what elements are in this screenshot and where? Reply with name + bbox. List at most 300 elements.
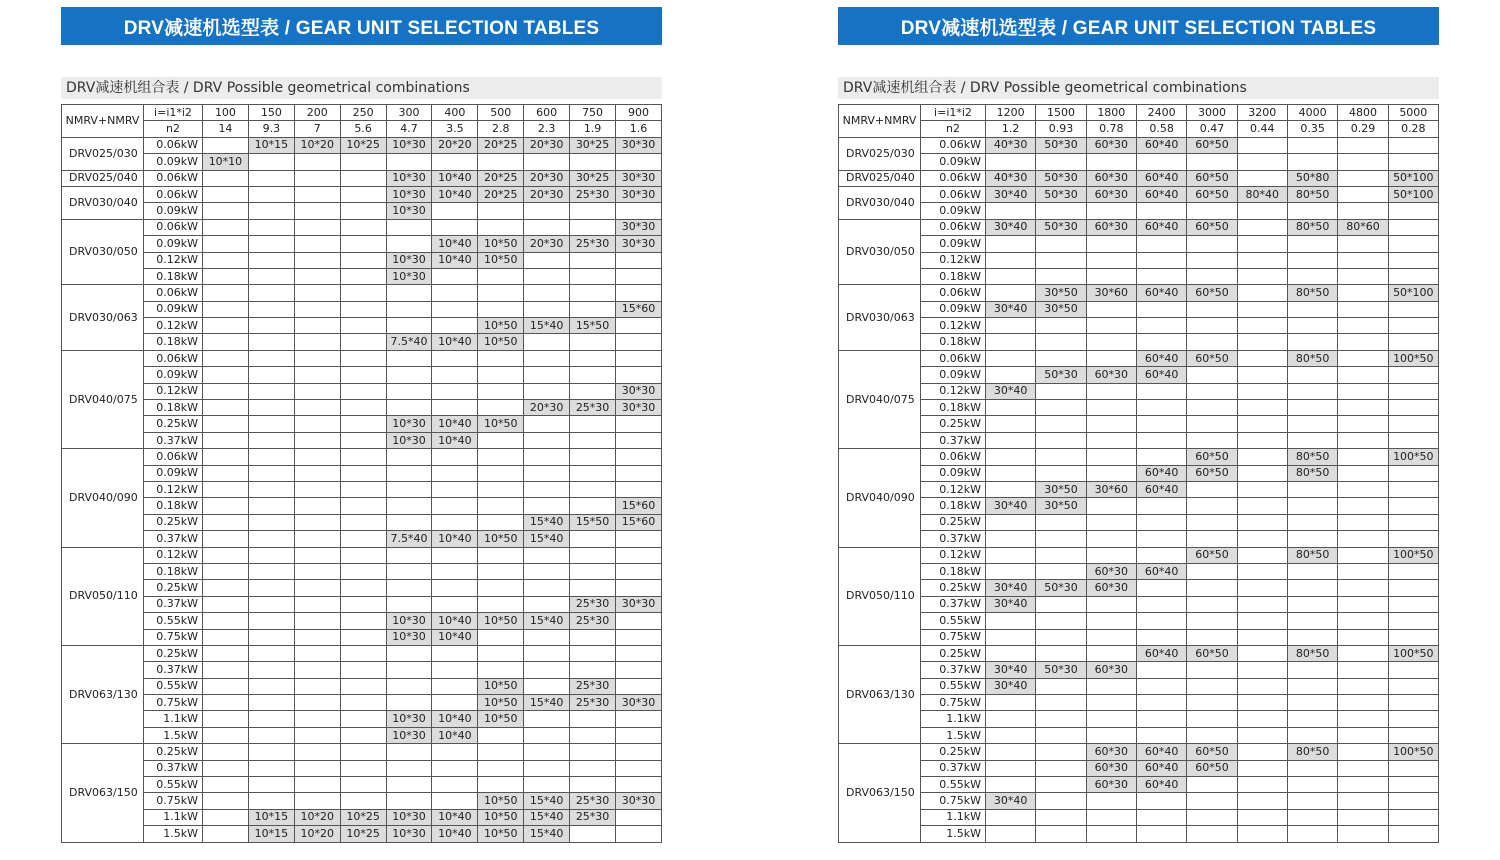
combination-cell xyxy=(616,252,662,268)
combination-cell xyxy=(340,531,386,547)
table-row xyxy=(62,465,662,481)
power-cell: 0.25kW xyxy=(921,744,986,760)
combination-cell xyxy=(1187,809,1237,825)
combination-cell xyxy=(386,285,432,301)
combination-cell xyxy=(1388,236,1438,252)
ratio-header: 900 xyxy=(616,105,662,121)
combination-cell xyxy=(524,367,570,383)
combination-cell: 10*30 xyxy=(386,809,432,825)
combination-cell xyxy=(524,777,570,793)
table-row xyxy=(62,777,662,793)
table-row xyxy=(839,760,1439,776)
combination-cell xyxy=(1338,760,1388,776)
combination-cell xyxy=(294,318,340,334)
combination-cell xyxy=(432,563,478,579)
combination-cell xyxy=(1036,678,1086,694)
combination-cell xyxy=(570,547,616,563)
n2-header: 4.7 xyxy=(386,121,432,137)
combination-cell xyxy=(478,383,524,399)
combination-cell xyxy=(1136,154,1186,170)
combination-cell: 50*30 xyxy=(1036,186,1086,202)
combination-cell xyxy=(340,236,386,252)
power-cell: 0.12kW xyxy=(144,318,203,334)
power-cell: 0.06kW xyxy=(921,137,986,153)
combination-cell xyxy=(203,285,249,301)
combination-cell xyxy=(203,531,249,547)
combination-cell xyxy=(203,350,249,366)
combination-cell xyxy=(1136,498,1186,514)
combination-cell xyxy=(294,662,340,678)
combination-cell: 10*40 xyxy=(432,252,478,268)
combination-cell xyxy=(616,826,662,842)
ratio-header: 2400 xyxy=(1136,105,1186,121)
combination-cell xyxy=(1136,580,1186,596)
ratio-header: 4000 xyxy=(1287,105,1337,121)
combination-cell xyxy=(1338,334,1388,350)
power-cell: 0.55kW xyxy=(921,678,986,694)
combination-cell xyxy=(1086,350,1136,366)
combination-cell xyxy=(1086,547,1136,563)
combination-cell xyxy=(1086,809,1136,825)
power-cell: 0.09kW xyxy=(921,236,986,252)
combination-cell xyxy=(1187,629,1237,645)
combination-cell xyxy=(1287,514,1337,530)
combination-cell xyxy=(524,449,570,465)
combination-cell xyxy=(986,547,1036,563)
combination-cell xyxy=(1036,809,1086,825)
combination-cell xyxy=(616,809,662,825)
table-row xyxy=(839,580,1439,596)
combination-cell: 10*40 xyxy=(432,236,478,252)
combination-cell xyxy=(1237,170,1287,186)
power-cell: 0.18kW xyxy=(921,400,986,416)
combination-cell xyxy=(340,727,386,743)
combination-cell: 50*30 xyxy=(1036,662,1086,678)
combination-cell xyxy=(570,465,616,481)
power-cell: 1.1kW xyxy=(144,809,203,825)
combination-cell: 60*50 xyxy=(1187,137,1237,153)
combination-cell xyxy=(1036,777,1086,793)
power-cell: 0.12kW xyxy=(921,481,986,497)
combination-cell xyxy=(1338,154,1388,170)
combination-cell xyxy=(294,301,340,317)
power-cell: 0.18kW xyxy=(921,268,986,284)
combination-cell xyxy=(524,481,570,497)
combination-cell xyxy=(203,400,249,416)
combination-cell xyxy=(1086,695,1136,711)
combination-cell: 10*40 xyxy=(432,170,478,186)
combination-cell xyxy=(1237,777,1287,793)
combination-cell: 10*30 xyxy=(386,629,432,645)
model-cell: DRV025/030 xyxy=(62,137,144,170)
combination-cell xyxy=(986,285,1036,301)
combination-cell: 10*20 xyxy=(294,809,340,825)
n2-header: 9.3 xyxy=(248,121,294,137)
combination-cell xyxy=(1136,318,1186,334)
combination-cell xyxy=(1338,186,1388,202)
combination-cell xyxy=(1237,563,1287,579)
combination-cell xyxy=(1237,350,1287,366)
combination-cell: 15*40 xyxy=(524,809,570,825)
combination-cell xyxy=(203,252,249,268)
combination-cell: 60*50 xyxy=(1187,645,1237,661)
combination-cell xyxy=(203,449,249,465)
combination-cell xyxy=(1338,432,1388,448)
table-row xyxy=(839,777,1439,793)
combination-cell: 60*40 xyxy=(1136,777,1186,793)
table-row xyxy=(62,154,662,170)
combination-cell xyxy=(524,645,570,661)
power-cell: 1.1kW xyxy=(144,711,203,727)
combination-cell: 15*40 xyxy=(524,318,570,334)
combination-cell xyxy=(248,449,294,465)
power-cell: 0.09kW xyxy=(144,367,203,383)
combination-cell: 15*40 xyxy=(524,514,570,530)
ratio-header: 500 xyxy=(478,105,524,121)
combination-cell xyxy=(1237,285,1287,301)
table-row xyxy=(839,170,1439,186)
combination-cell xyxy=(432,154,478,170)
table-row xyxy=(839,662,1439,678)
combination-cell xyxy=(1287,596,1337,612)
combination-cell xyxy=(340,678,386,694)
combination-cell xyxy=(294,678,340,694)
combination-cell xyxy=(340,318,386,334)
combination-cell xyxy=(1338,137,1388,153)
table-row xyxy=(62,318,662,334)
combination-cell xyxy=(386,219,432,235)
combination-cell xyxy=(1388,318,1438,334)
combination-cell: 10*30 xyxy=(386,416,432,432)
combination-cell xyxy=(1036,826,1086,842)
combination-cell xyxy=(1036,727,1086,743)
combination-cell xyxy=(1338,727,1388,743)
combination-cell xyxy=(1187,318,1237,334)
combination-cell xyxy=(1036,400,1086,416)
combination-cell: 10*50 xyxy=(478,793,524,809)
combination-cell xyxy=(340,760,386,776)
combination-cell xyxy=(1136,400,1186,416)
combination-cell xyxy=(340,481,386,497)
combination-cell xyxy=(386,154,432,170)
combination-cell xyxy=(524,350,570,366)
power-cell: 0.09kW xyxy=(144,154,203,170)
combination-cell xyxy=(986,809,1036,825)
combination-cell xyxy=(524,760,570,776)
combination-cell: 100*50 xyxy=(1388,645,1438,661)
combination-cell: 25*30 xyxy=(570,613,616,629)
combination-cell xyxy=(432,268,478,284)
combination-cell xyxy=(478,580,524,596)
combination-cell: 60*40 xyxy=(1136,170,1186,186)
combination-cell: 10*50 xyxy=(478,613,524,629)
combination-cell: 60*50 xyxy=(1187,285,1237,301)
power-cell: 0.12kW xyxy=(921,318,986,334)
ratio-header: 400 xyxy=(432,105,478,121)
combination-cell: 7.5*40 xyxy=(386,531,432,547)
combination-cell xyxy=(616,727,662,743)
combination-cell xyxy=(294,596,340,612)
combination-cell: 60*50 xyxy=(1187,219,1237,235)
combination-cell: 10*40 xyxy=(432,629,478,645)
combination-cell: 20*20 xyxy=(432,137,478,153)
combination-cell: 50*30 xyxy=(1036,137,1086,153)
combination-cell xyxy=(432,285,478,301)
combination-cell: 30*30 xyxy=(616,219,662,235)
combination-cell xyxy=(986,252,1036,268)
combination-cell xyxy=(432,596,478,612)
combination-cell: 30*40 xyxy=(986,662,1036,678)
combination-cell xyxy=(294,531,340,547)
power-cell: 0.25kW xyxy=(921,514,986,530)
combination-cell xyxy=(570,727,616,743)
model-cell: DRV030/050 xyxy=(839,219,921,285)
combination-cell: 30*30 xyxy=(616,695,662,711)
combination-cell: 40*30 xyxy=(986,170,1036,186)
combination-cell xyxy=(1338,531,1388,547)
combination-cell xyxy=(294,334,340,350)
combination-cell xyxy=(524,219,570,235)
combination-cell xyxy=(1237,449,1287,465)
combination-cell xyxy=(294,547,340,563)
combination-cell xyxy=(203,629,249,645)
combination-cell: 10*30 xyxy=(386,268,432,284)
combination-cell xyxy=(1287,367,1337,383)
combination-cell xyxy=(203,580,249,596)
n2-header: 0.93 xyxy=(1036,121,1086,137)
combination-cell: 10*40 xyxy=(432,416,478,432)
combination-cell xyxy=(203,203,249,219)
table-row xyxy=(839,481,1439,497)
combination-cell xyxy=(203,826,249,842)
table-row xyxy=(62,137,662,153)
combination-cell xyxy=(340,400,386,416)
model-cell: DRV025/030 xyxy=(839,137,921,170)
table-row xyxy=(839,186,1439,202)
combination-cell xyxy=(1237,678,1287,694)
combination-cell xyxy=(616,268,662,284)
combination-cell: 15*60 xyxy=(616,301,662,317)
combination-cell xyxy=(570,662,616,678)
combination-cell xyxy=(1388,711,1438,727)
table-row xyxy=(839,285,1439,301)
table-row xyxy=(62,563,662,579)
combination-cell xyxy=(294,252,340,268)
combination-cell: 15*40 xyxy=(524,826,570,842)
table-row xyxy=(62,727,662,743)
combination-cell xyxy=(986,236,1036,252)
combination-cell xyxy=(340,432,386,448)
n2-header: 0.58 xyxy=(1136,121,1186,137)
combination-cell xyxy=(1388,809,1438,825)
combination-cell xyxy=(1388,596,1438,612)
power-cell: 0.75kW xyxy=(144,695,203,711)
combination-cell xyxy=(986,613,1036,629)
combination-cell xyxy=(524,268,570,284)
table-row xyxy=(839,219,1439,235)
combination-cell xyxy=(478,563,524,579)
model-cell: DRV050/110 xyxy=(62,547,144,645)
table-row xyxy=(62,449,662,465)
combination-cell xyxy=(1036,563,1086,579)
combination-cell: 7.5*40 xyxy=(386,334,432,350)
combination-cell xyxy=(294,170,340,186)
combination-cell xyxy=(1086,252,1136,268)
combination-cell xyxy=(1287,137,1337,153)
table-row xyxy=(839,301,1439,317)
combination-cell: 60*30 xyxy=(1086,219,1136,235)
combination-cell xyxy=(1237,727,1287,743)
combination-cell xyxy=(1287,760,1337,776)
combination-cell: 60*50 xyxy=(1187,449,1237,465)
combination-cell xyxy=(1388,416,1438,432)
power-cell: 0.25kW xyxy=(144,744,203,760)
combination-cell xyxy=(386,596,432,612)
combination-cell xyxy=(1187,334,1237,350)
combination-cell xyxy=(1086,727,1136,743)
combination-cell: 10*30 xyxy=(386,252,432,268)
power-cell: 0.37kW xyxy=(921,662,986,678)
ratio-header: 1500 xyxy=(1036,105,1086,121)
table-row xyxy=(62,809,662,825)
power-cell: 0.06kW xyxy=(921,186,986,202)
combination-cell xyxy=(1036,416,1086,432)
combination-cell xyxy=(340,596,386,612)
combination-cell xyxy=(1338,465,1388,481)
selection-table xyxy=(838,104,1439,843)
combination-cell xyxy=(986,695,1036,711)
combination-cell xyxy=(386,301,432,317)
power-cell: 0.75kW xyxy=(921,793,986,809)
combination-cell: 10*20 xyxy=(294,826,340,842)
combination-cell xyxy=(1338,580,1388,596)
ratio-header: 250 xyxy=(340,105,386,121)
combination-cell xyxy=(986,350,1036,366)
combination-cell: 10*50 xyxy=(478,236,524,252)
combination-cell xyxy=(386,547,432,563)
combination-cell xyxy=(1187,596,1237,612)
combination-cell xyxy=(524,678,570,694)
power-cell: 0.06kW xyxy=(921,170,986,186)
combination-cell: 50*80 xyxy=(1287,170,1337,186)
combination-cell xyxy=(478,777,524,793)
combination-cell xyxy=(1237,580,1287,596)
combination-cell: 10*30 xyxy=(386,711,432,727)
power-cell: 0.06kW xyxy=(921,285,986,301)
combination-cell xyxy=(386,645,432,661)
combination-cell xyxy=(1036,596,1086,612)
combination-cell xyxy=(248,563,294,579)
combination-cell xyxy=(1187,777,1237,793)
combination-cell xyxy=(1237,400,1287,416)
power-cell: 0.12kW xyxy=(144,547,203,563)
n2-header: 0.47 xyxy=(1187,121,1237,137)
model-cell: DRV025/040 xyxy=(839,170,921,186)
table-row xyxy=(839,252,1439,268)
combination-cell xyxy=(1388,695,1438,711)
combination-cell xyxy=(340,547,386,563)
combination-cell xyxy=(1237,318,1287,334)
combination-cell: 80*50 xyxy=(1287,186,1337,202)
combination-cell: 10*40 xyxy=(432,711,478,727)
combination-cell xyxy=(294,793,340,809)
combination-cell: 30*40 xyxy=(986,219,1036,235)
combination-cell xyxy=(340,793,386,809)
combination-cell xyxy=(1086,383,1136,399)
combination-cell: 30*30 xyxy=(616,383,662,399)
combination-cell xyxy=(986,481,1036,497)
selection-table xyxy=(61,104,662,843)
combination-cell xyxy=(570,580,616,596)
combination-cell: 60*40 xyxy=(1136,645,1186,661)
combination-cell xyxy=(1287,416,1337,432)
table-row xyxy=(62,695,662,711)
combination-cell xyxy=(478,744,524,760)
power-cell: 1.1kW xyxy=(921,711,986,727)
model-cell: DRV030/063 xyxy=(839,285,921,351)
combination-cell: 25*30 xyxy=(570,596,616,612)
combination-cell: 60*30 xyxy=(1086,662,1136,678)
combination-cell xyxy=(1187,383,1237,399)
combination-cell: 60*40 xyxy=(1136,760,1186,776)
combination-cell xyxy=(524,711,570,727)
combination-cell xyxy=(340,613,386,629)
combination-cell xyxy=(1136,596,1186,612)
combination-cell xyxy=(1187,695,1237,711)
combination-cell: 10*25 xyxy=(340,809,386,825)
combination-cell: 60*40 xyxy=(1136,285,1186,301)
combination-cell xyxy=(570,563,616,579)
combination-cell xyxy=(248,416,294,432)
combination-cell: 60*30 xyxy=(1086,170,1136,186)
combination-cell xyxy=(386,793,432,809)
combination-cell xyxy=(1338,301,1388,317)
power-cell: 0.09kW xyxy=(144,301,203,317)
combination-cell xyxy=(1086,678,1136,694)
combination-cell xyxy=(986,744,1036,760)
combination-cell xyxy=(294,760,340,776)
combination-cell: 30*40 xyxy=(986,678,1036,694)
combination-cell: 60*40 xyxy=(1136,137,1186,153)
combination-cell xyxy=(616,154,662,170)
combination-cell xyxy=(1388,203,1438,219)
combination-cell xyxy=(294,383,340,399)
combination-cell xyxy=(248,580,294,596)
combination-cell xyxy=(248,629,294,645)
combination-cell xyxy=(1338,777,1388,793)
combination-cell xyxy=(248,236,294,252)
combination-cell xyxy=(386,514,432,530)
combination-cell xyxy=(1287,498,1337,514)
combination-cell xyxy=(203,367,249,383)
combination-cell xyxy=(294,711,340,727)
combination-cell xyxy=(616,744,662,760)
combination-cell: 10*40 xyxy=(432,531,478,547)
combination-cell xyxy=(1338,318,1388,334)
combination-cell xyxy=(616,662,662,678)
combination-cell xyxy=(1338,367,1388,383)
combination-cell xyxy=(616,334,662,350)
combination-cell xyxy=(386,678,432,694)
combination-cell xyxy=(478,154,524,170)
combination-cell xyxy=(432,580,478,596)
combination-cell xyxy=(294,629,340,645)
combination-cell xyxy=(248,547,294,563)
combination-cell xyxy=(340,367,386,383)
n2-header: 3.5 xyxy=(432,121,478,137)
combination-cell xyxy=(1136,629,1186,645)
table-row xyxy=(839,203,1439,219)
